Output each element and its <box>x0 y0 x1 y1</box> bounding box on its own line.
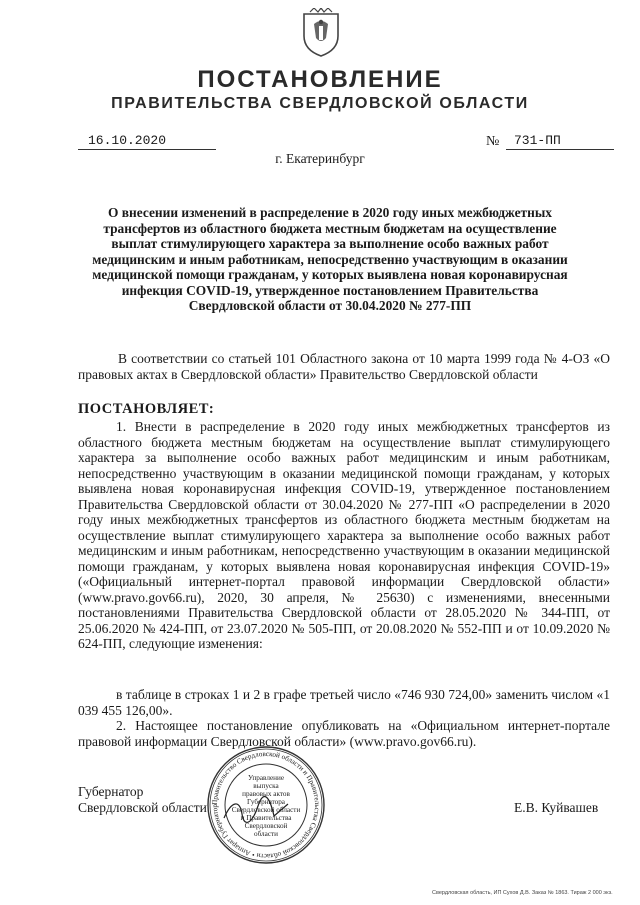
document-type-heading: ПОСТАНОВЛЕНИЕ <box>197 66 443 93</box>
signatory-position-line2: Свердловской области <box>78 800 207 815</box>
svg-text:правовых актов: правовых актов <box>242 790 290 798</box>
svg-text:выпуска: выпуска <box>253 782 279 790</box>
coat-of-arms-icon <box>300 8 342 58</box>
print-footer: Свердловская область, ИП Сухов Д.В. Заказ № 1863. Тираж 2 000 экз. <box>432 890 613 896</box>
signatory-position-line1: Губернатор <box>78 784 144 799</box>
item-1-paragraph: 1. Внести в распределение в 2020 году иных межбюджетных трансфертов из областного бюджета местным бюджетам на осуществление выплат стимулирующего характера за выполнение особо важных работ медицинским и иным работникам, непосредственно участвующим в оказании медицинской помощи гражданам, у которых выявлена новая коронавирусная инфекция COVID-19, утвержденное постановлением Правительства Свердловской области от 30.04.2020 № 277-ПП «О распределении в 2020 году иных межбюджетных трансфертов из областного бюджета местным бюджетам на осуществление выплат стимулирующего характера за выполнение особо важных работ медицинским и иным работникам, непосредственно участвующим в оказании медицинской помощи гражданам, у которых выявлена новая коронавирусная инфекция COVID-19» («Официальный интернет-портал правовой информации Свердловской области» (www.pravo.gov66.ru), 2020, 30 апреля, № 25630) с изменениями, внесенными постановлениями Правительства Свердловской области от 28.05.2020 № 344-ПП, от 25.06.2020 № 424-ПП, от 23.07.2020 № 505-ПП, от 20.08.2020 № 552-ПП и от 10.09.2020 № 624-ПП, следующие изменения: <box>78 419 610 651</box>
document-title: О внесении изменений в распределение в 2020 году иных межбюджетных трансфертов из областного бюджета местным бюджетам на осуществление выплат стимулирующего характера за выполнение особо важных работ медицинским и иным работникам, непосредственно участвующим в оказании медицинской помощи гражданам, у которых выявлена новая коронавирусная инфекция COVID-19, утвержденное постановлением Правительства Свердловской области от 30.04.2020 № 277-ПП <box>92 205 568 313</box>
signatory-name: Е.В. Куйвашев <box>514 800 599 815</box>
document-number: 731-ПП <box>506 133 614 150</box>
item-1-change-paragraph: в таблице в строках 1 и 2 в графе третьей число «746 930 724,00» заменить числом «1 039 455 126,00». <box>78 687 610 718</box>
svg-text:и Правительства: и Правительства <box>240 814 292 822</box>
svg-text:области: области <box>253 830 279 838</box>
svg-text:Управление: Управление <box>247 774 285 782</box>
resolves-heading: ПОСТАНОВЛЯЕТ: <box>78 401 215 417</box>
svg-text:Губернатора: Губернатора <box>247 798 285 806</box>
number-label: № <box>486 134 500 149</box>
issuer-heading: ПРАВИТЕЛЬСТВА СВЕРДЛОВСКОЙ ОБЛАСТИ <box>111 95 529 112</box>
svg-text:Свердловской: Свердловской <box>244 822 288 830</box>
stamp-ring-text: Правительство Свердловской области и Правительства Свердловской области • Аппарат Губернатор <box>210 749 322 861</box>
preamble-paragraph: В соответствии со статьей 101 Областного закона от 10 марта 1999 года № 4-ОЗ «О правовых актах в Свердловской области» Правительство Свердловской области <box>78 351 610 382</box>
svg-text:Свердловской области: Свердловской области <box>231 806 301 814</box>
signature-mark <box>222 796 292 826</box>
city-line: г. Екатеринбург <box>275 151 365 166</box>
item-2-paragraph: 2. Настоящее постановление опубликовать на «Официальном интернет-портале правовой информации Свердловской области» (www.pravo.gov66.ru). <box>78 718 610 749</box>
document-date: 16.10.2020 <box>78 133 216 150</box>
